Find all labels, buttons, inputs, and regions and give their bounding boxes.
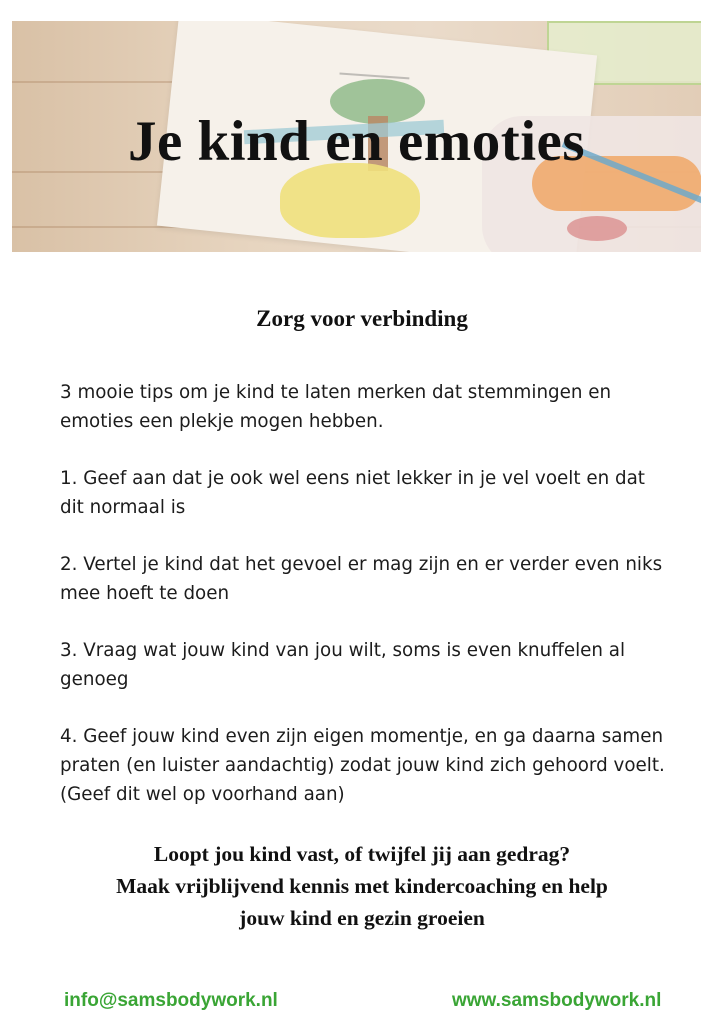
callout-block xyxy=(0,838,724,934)
footer-email-link[interactable]: info@samsbodywork.nl xyxy=(64,990,278,1011)
callout-line: Maak vrijblijvend kennis met kindercoaching en help xyxy=(116,874,608,898)
intro-paragraph: 3 mooie tips om je kind te laten merken dat stemmingen en emoties een plekje mogen hebben. xyxy=(60,382,612,432)
hero-banner xyxy=(12,21,701,252)
tip-item: 4. Geef jouw kind even zijn eigen momentje, en ga daarna samen praten (en luister aandachtig) zodat jouw kind zich gehoord voelt. (Geef dit wel op voorhand aan) xyxy=(60,726,665,805)
yellow-figure-drawing xyxy=(280,163,420,238)
red-paint xyxy=(567,216,627,241)
tip-item: 1. Geef aan dat je ook wel eens niet lekker in je vel voelt en dat dit normaal is xyxy=(60,468,645,518)
footer-website-link[interactable]: www.samsbodywork.nl xyxy=(452,990,662,1011)
page-title: Je kind en emoties xyxy=(127,110,586,173)
callout-line: jouw kind en gezin groeien xyxy=(239,906,485,930)
section-subtitle: Zorg voor verbinding xyxy=(256,306,468,331)
tips-content xyxy=(60,378,670,837)
tip-item: 2. Vertel je kind dat het gevoel er mag zijn en er verder even niks mee hoeft te doen xyxy=(60,554,663,604)
callout-line: Loopt jou kind vast, of twijfel jij aan gedrag? xyxy=(153,842,571,866)
tip-item: 3. Vraag wat jouw kind van jou wilt, soms is even knuffelen al genoeg xyxy=(60,640,626,690)
